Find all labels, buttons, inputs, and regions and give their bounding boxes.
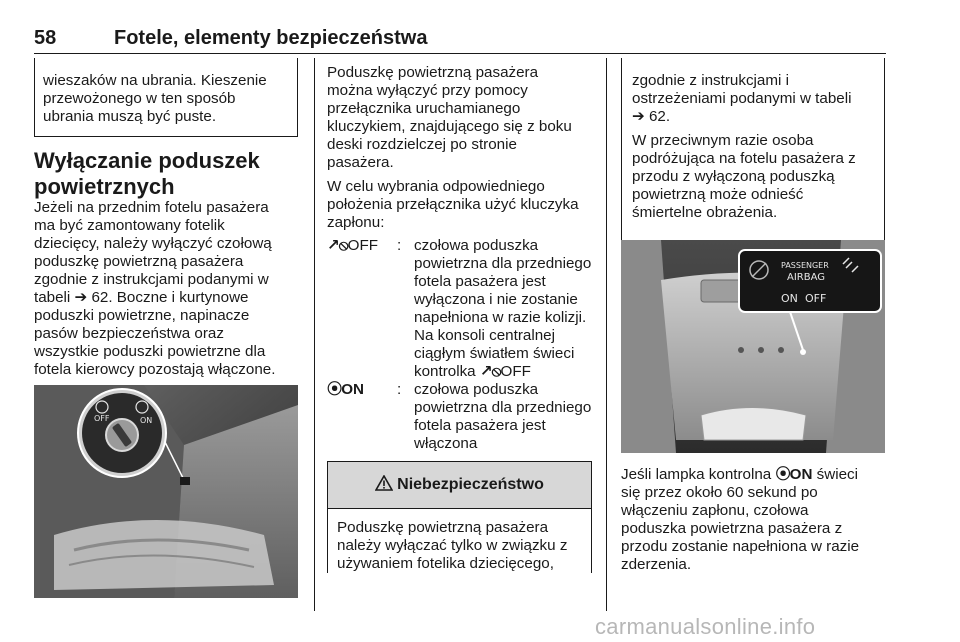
airbag-indicator-illustration — [621, 240, 885, 453]
airbag-off-icon: ↗⦸ — [479, 363, 501, 380]
term-text: OFF — [347, 237, 379, 254]
airbag-off-icon: ↗⦸ — [327, 237, 348, 254]
text-line: śmiertelne obrażenia. — [632, 204, 778, 221]
text-line: napełniona w razie kolizji. — [414, 309, 587, 326]
indicator-label-airbag: AIRBAG — [787, 272, 826, 283]
text-line: ➔ 62. — [632, 108, 671, 125]
term-text: ON — [789, 466, 813, 483]
danger-title: Niebezpieczeństwo — [397, 476, 544, 493]
airbag-indicator-photo — [621, 240, 885, 453]
key-position-paragraph — [327, 178, 592, 232]
text-line: fotela pasażera jest — [414, 417, 546, 434]
text-line: deski rozdzielczej po stronie — [327, 136, 517, 153]
continued-warning-box — [34, 58, 298, 137]
text-line: ciągłym światłem świeci — [414, 345, 575, 362]
text-line: poduszkę powietrzną pasażera — [34, 253, 244, 270]
airbag-switch-photo — [34, 385, 298, 598]
term-text: ON — [341, 381, 364, 398]
text-line: W przeciwnym razie osoba — [632, 132, 814, 149]
text-line: Poduszkę powietrzną pasażera — [327, 64, 539, 81]
text-line: włączeniu zapłonu, czołowa — [621, 502, 809, 519]
definition-desc-off — [414, 237, 594, 381]
section-body-paragraph — [34, 199, 302, 379]
text-line: zgodnie z instrukcjami podanymi w — [34, 271, 269, 288]
text-line: OFF — [500, 363, 531, 380]
text-line: tabeli ➔ 62. Boczne i kurtynowe — [34, 289, 249, 306]
text-line: zapłonu: — [327, 214, 385, 231]
text-line: kontrolka — [414, 363, 480, 380]
text-line: ma być zamontowany fotelik — [34, 217, 225, 234]
text-line: powietrzna dla przedniego — [414, 399, 592, 416]
indicator-explanation-paragraph — [621, 466, 891, 574]
text-line: się przez około 60 sekund po — [621, 484, 818, 501]
column-divider-left — [314, 58, 315, 611]
text-line: zderzenia. — [621, 556, 692, 573]
continued-warning-text: wieszaków na ubrania. Kieszenie przewożonego w ten sposób ubrania muszą być puste. — [43, 72, 267, 125]
page-title: Fotele, elementy bezpieczeństwa — [114, 27, 428, 49]
definition-on — [327, 381, 592, 457]
text-line: poduszki powietrzne, napinacze — [34, 307, 250, 324]
text-line: powietrzna dla przedniego — [414, 255, 592, 272]
text-line: fotela kierowcy pozostają włączone. — [34, 361, 276, 378]
text-line: podróżująca na fotelu pasażera z — [632, 150, 856, 167]
text-line: położenia przełącznika użyć kluczyka — [327, 196, 579, 213]
text-line: przodu z wyłączoną poduszką — [632, 168, 835, 185]
danger-body — [328, 509, 591, 573]
switch-label-on: ON — [140, 416, 153, 425]
text-line: świeci — [812, 466, 859, 483]
text-line: wszystkie poduszki powietrzne dla — [34, 343, 266, 360]
section-heading-line: powietrznych — [34, 174, 175, 199]
text-line: pasów bezpieczeństwa oraz — [34, 325, 224, 342]
header-rule — [34, 53, 886, 54]
airbag-on-icon: ⦿ — [327, 381, 342, 398]
consequence-paragraph — [632, 132, 876, 222]
danger-header — [328, 462, 591, 509]
text-line: włączona — [414, 435, 478, 452]
text-line: Poduszkę powietrzną pasażera — [337, 519, 549, 536]
definition-term-on — [327, 381, 364, 399]
text-line: czołowa poduszka — [414, 237, 539, 254]
text-line: czołowa poduszka — [414, 381, 539, 398]
warning-triangle-icon — [375, 475, 393, 496]
airbag-switch-illustration — [34, 385, 298, 598]
continued-danger-box — [621, 58, 885, 257]
text-line: można wyłączyć przy pomocy — [327, 82, 528, 99]
definition-colon: : — [397, 237, 402, 254]
text-line: Na konsoli centralnej — [414, 327, 555, 344]
text-line: należy wyłączać tylko w związku z — [337, 537, 568, 554]
section-heading — [34, 148, 304, 200]
section-body — [34, 199, 302, 379]
indicator-label-off: OFF — [805, 292, 827, 305]
airbag-on-icon: ⦿ — [775, 466, 790, 483]
text-line: powietrzną może odnieść — [632, 186, 804, 203]
indicator-explanation — [621, 466, 891, 574]
text-line: fotela pasażera jest — [414, 273, 546, 290]
danger-box — [327, 461, 592, 573]
indicator-label-on: ON — [781, 292, 798, 305]
text-line: dziecięcy, należy wyłączyć czołową — [34, 235, 272, 252]
text-line: Jeśli lampka kontrolna — [621, 466, 776, 483]
text-line: Jeżeli na przednim fotelu pasażera — [34, 199, 269, 216]
text-line: ostrzeżeniami podanymi w tabeli — [632, 90, 852, 107]
switch-label-off: OFF — [94, 414, 110, 423]
definition-off — [327, 237, 592, 385]
text-line: przodu zostanie napełniona w razie — [621, 538, 860, 555]
definition-desc-on — [414, 381, 594, 453]
text-line: zgodnie z instrukcjami i — [632, 72, 789, 89]
continued-danger-paragraph — [632, 72, 876, 126]
indicator-label-passenger: PASSENGER — [781, 261, 829, 270]
text-line: używaniem fotelika dziecięcego, — [337, 555, 554, 572]
text-line: pasażera. — [327, 154, 394, 171]
page-number: 58 — [34, 27, 57, 49]
middle-column-text — [327, 64, 592, 232]
switch-location-paragraph — [327, 64, 592, 172]
text-line: wyłączona i nie zostanie — [414, 291, 578, 308]
definition-colon: : — [397, 381, 402, 398]
page-header — [34, 27, 886, 53]
text-line: W celu wybrania odpowiedniego — [327, 178, 545, 195]
section-heading-line: Wyłączanie poduszek — [34, 148, 260, 173]
text-line: poduszka powietrzna pasażera z — [621, 520, 843, 537]
column-divider-right — [606, 58, 607, 611]
text-line: kluczykiem, znajdującego się z boku — [327, 118, 572, 135]
text-line: przełącznika uruchamianego — [327, 100, 521, 117]
definition-term-off — [327, 237, 378, 255]
watermark: carmanualsonline.info — [595, 614, 816, 639]
